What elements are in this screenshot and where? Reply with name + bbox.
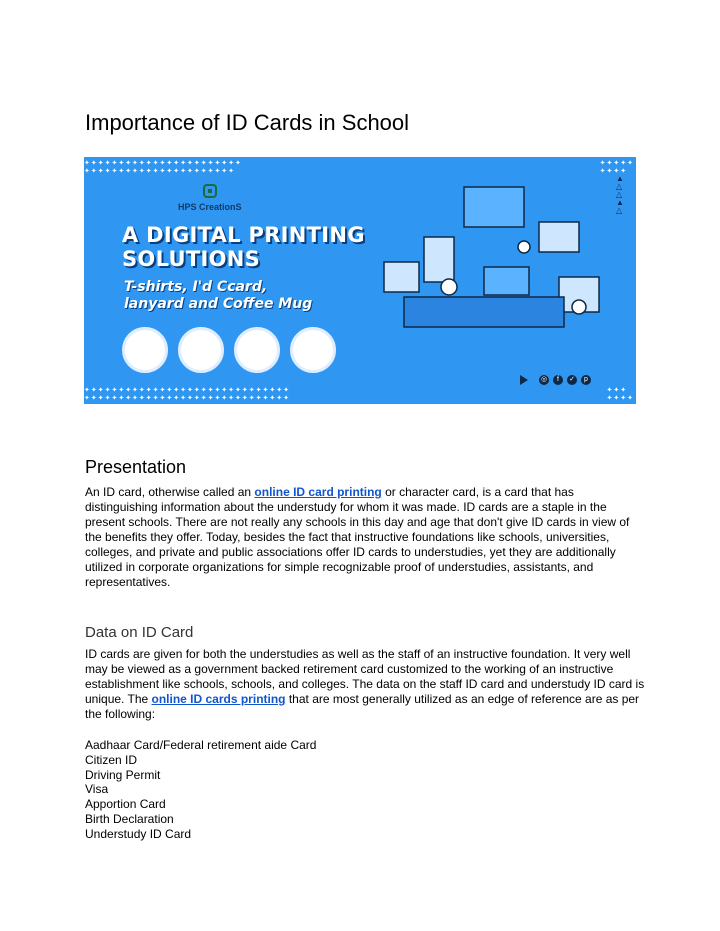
section-heading-data: Data on ID Card xyxy=(85,624,194,641)
subheadline-line-2: lanyard and Coffee Mug xyxy=(124,296,313,312)
play-icon[interactable] xyxy=(519,375,529,385)
page-title: Importance of ID Cards in School xyxy=(85,110,410,135)
headline-line-1: A DIGITAL PRINTING xyxy=(122,223,365,247)
banner-dots-top-right: ✦✦✦✦✦ ✦✦✦✦ xyxy=(599,159,634,175)
triangle-decor-icon: ▲ △ △ ▲ △ xyxy=(616,174,624,215)
paragraph-text: or character card, is a card that has distinguishing information about the understudy for whom it was made. ID cards are a staple in the present schools. There are not really any schools in this day and age that don't give ID cards in view of the benefits they offer. Today, besides the fact that instructive foundations like schools, universities, colleges, and private and public associations offer ID cards to understudies, yet they are additionally utilized in corporate organizations for simple recognizable proof of understudies, assistants, and representatives. xyxy=(85,485,630,589)
section-heading-presentation: Presentation xyxy=(85,457,187,477)
list-item: Birth Declaration xyxy=(85,811,174,826)
banner-headline xyxy=(122,223,365,271)
facebook-icon[interactable]: f xyxy=(553,375,563,385)
banner-dots-bottom-right: ✦✦✦ ✦✦✦✦ xyxy=(606,386,634,402)
presentation-paragraph xyxy=(85,485,645,590)
paragraph-text: An ID card, otherwise called an xyxy=(85,485,255,499)
list-item: Understudy ID Card xyxy=(85,826,192,841)
id-cards-printing-link[interactable]: online ID cards printing xyxy=(151,692,286,706)
banner-dots-bottom-left: ✦✦✦✦✦✦✦✦✦✦✦✦✦✦✦✦✦✦✦✦✦✦✦✦✦✦✦✦✦✦ ✦✦✦✦✦✦✦✦✦✦✦✦✦✦✦✦✦✦✦✦✦✦✦✦✦✦✦✦✦✦ xyxy=(84,386,290,402)
twitter-icon[interactable]: ✓ xyxy=(567,375,577,385)
product-thumb-lanyard xyxy=(178,327,224,373)
list-item: Apportion Card xyxy=(85,797,166,812)
pinterest-icon[interactable]: p xyxy=(581,375,591,385)
id-card-list xyxy=(85,738,316,842)
product-thumb-tshirt xyxy=(290,327,336,373)
headline-line-2: SOLUTIONS xyxy=(122,247,261,271)
product-thumb-mug xyxy=(234,327,280,373)
list-item: Visa xyxy=(85,782,109,797)
brand-logo-icon xyxy=(203,184,217,198)
brand-name: HPS CreationS xyxy=(178,202,242,212)
subheadline-line-1: T-shirts, I'd Ccard, xyxy=(124,279,268,295)
data-paragraph xyxy=(85,647,645,722)
paragraph-text: ID cards are given for both the understudies as well as the staff of an instructive foundation. It very well may be viewed as a government backed retirement card customized to the working of an instructive establishment like schools, schools, and colleges. The data on the staff ID card and understudy ID card is unique. The xyxy=(85,647,645,706)
paragraph-text: that are most generally utilized as an edge of reference are as per the following: xyxy=(85,692,640,721)
list-item: Aadhaar Card/Federal retirement aide Card xyxy=(85,738,317,752)
id-card-printing-link[interactable]: online ID card printing xyxy=(254,485,382,499)
office-illustration-icon xyxy=(364,177,614,347)
product-thumb-id-card xyxy=(122,327,168,373)
instagram-icon[interactable]: ◎ xyxy=(540,376,548,383)
list-item: Citizen ID xyxy=(85,752,138,767)
banner-subheadline xyxy=(124,279,312,313)
promo-banner xyxy=(84,157,636,404)
list-item: Driving Permit xyxy=(85,767,161,782)
banner-dots-top-left: ✦✦✦✦✦✦✦✦✦✦✦✦✦✦✦✦✦✦✦✦✦✦✦ ✦✦✦✦✦✦✦✦✦✦✦✦✦✦✦✦✦✦✦✦✦✦ xyxy=(84,159,242,175)
